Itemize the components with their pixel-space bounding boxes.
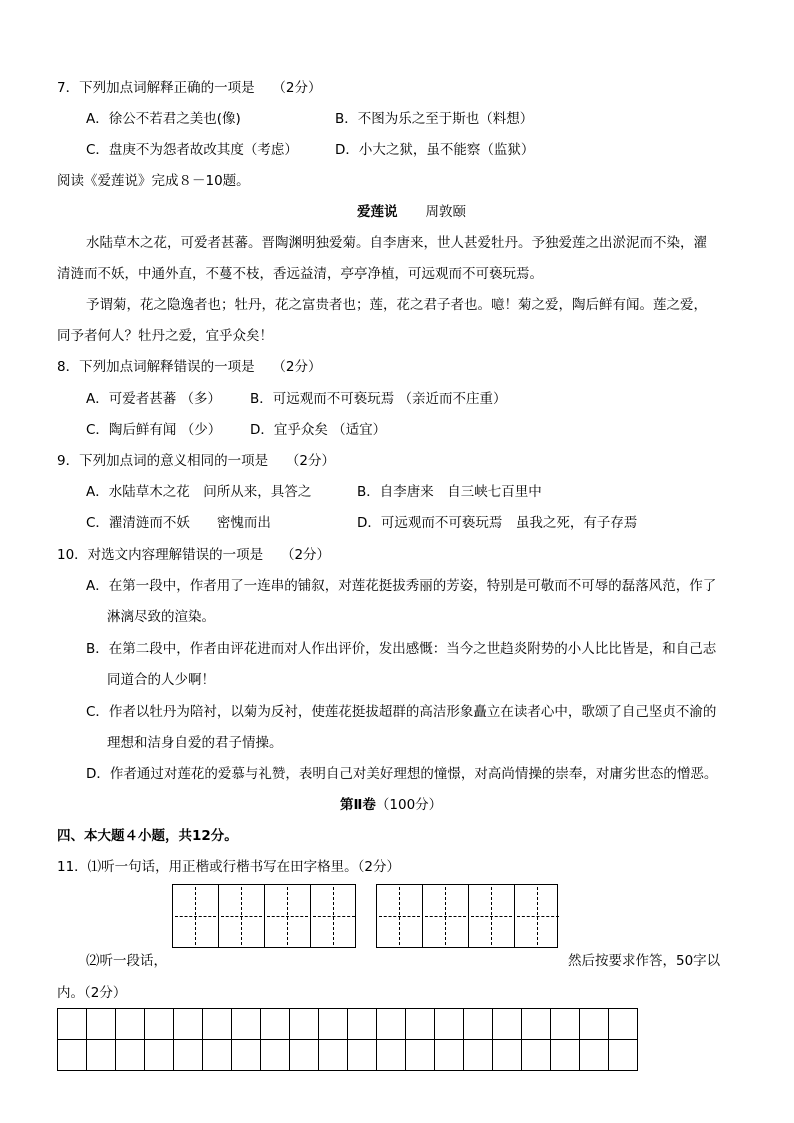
answer-cell[interactable] xyxy=(522,1040,551,1071)
answer-cell[interactable] xyxy=(609,1009,638,1040)
answer-cell[interactable] xyxy=(319,1009,348,1040)
answer-cell[interactable] xyxy=(464,1040,493,1071)
answer-cell[interactable] xyxy=(435,1009,464,1040)
tianzige-grid-left[interactable] xyxy=(172,884,356,948)
q10-option-b-line2: 同道合的人少啊！ xyxy=(107,672,215,688)
answer-cell[interactable] xyxy=(406,1009,435,1040)
answer-cell[interactable] xyxy=(348,1040,377,1071)
answer-cell[interactable] xyxy=(348,1009,377,1040)
q10-stem: 10．对选文内容理解错误的一项是 （2分） xyxy=(57,547,331,563)
q10-option-c-line2: 理想和洁身自爱的君子情操。 xyxy=(107,735,283,751)
q10-option-b-line1: B．在第二段中，作者由评花进而对人作出评价，发出感慨：当今之世趋炎附势的小人比比皆是，和自己志 xyxy=(86,641,717,657)
answer-cell[interactable] xyxy=(493,1040,522,1071)
tianzige-grid-right[interactable] xyxy=(376,884,558,948)
q10-option-d: D．作者通过对莲花的爱慕与礼赞，表明自己对美好理想的憧憬，对高尚情操的崇奉，对庸劣世态的憎恶。 xyxy=(86,766,718,782)
q11-part1: 11．⑴听一句话，用正楷或行楷书写在田字格里。（2分） xyxy=(57,859,401,875)
volume2-heading xyxy=(340,795,442,815)
volume2-title: 第Ⅱ卷 xyxy=(340,797,376,813)
tianzige-cell[interactable] xyxy=(377,885,423,947)
passage-p1-line1: 水陆草木之花，可爱者甚蕃。晋陶渊明独爱菊。自李唐来，世人甚爱牡丹。予独爱莲之出淤泥而不染，濯 xyxy=(86,235,707,251)
section4-heading: 四、本大题４小题，共12分。 xyxy=(57,828,238,844)
answer-cell[interactable] xyxy=(174,1009,203,1040)
reading-intro: 阅读《爱莲说》完成８－10题。 xyxy=(57,173,250,189)
q7-option-b: B．不图为乐之至于斯也（料想） xyxy=(335,111,534,127)
answer-cell[interactable] xyxy=(290,1040,319,1071)
tianzige-cell[interactable] xyxy=(173,885,219,947)
answer-grid[interactable] xyxy=(57,1008,638,1071)
answer-cell[interactable] xyxy=(522,1009,551,1040)
tianzige-cell[interactable] xyxy=(311,885,357,947)
answer-cell[interactable] xyxy=(145,1040,174,1071)
answer-cell[interactable] xyxy=(290,1009,319,1040)
answer-cell[interactable] xyxy=(116,1040,145,1071)
passage-p1-line2: 清涟而不妖，中通外直，不蔓不枝，香远益清，亭亭净植，可远观而不可亵玩焉。 xyxy=(57,266,543,282)
tianzige-cell[interactable] xyxy=(469,885,515,947)
answer-cell[interactable] xyxy=(551,1040,580,1071)
answer-cell[interactable] xyxy=(261,1040,290,1071)
answer-grid-row xyxy=(58,1009,638,1040)
answer-cell[interactable] xyxy=(58,1040,87,1071)
answer-cell[interactable] xyxy=(464,1009,493,1040)
answer-cell[interactable] xyxy=(232,1040,261,1071)
answer-cell[interactable] xyxy=(203,1040,232,1071)
q7-option-c: C．盘庚不为怨者故改其度（考虑） xyxy=(86,142,298,158)
q8-stem: 8．下列加点词解释错误的一项是 （2分） xyxy=(57,359,322,375)
answer-cell[interactable] xyxy=(87,1009,116,1040)
passage-author: 周敦颐 xyxy=(425,204,466,220)
answer-cell[interactable] xyxy=(406,1040,435,1071)
answer-cell[interactable] xyxy=(116,1009,145,1040)
q8-option-a: A．可爱者甚蕃 （多） xyxy=(86,391,222,407)
answer-cell[interactable] xyxy=(377,1040,406,1071)
q11-part2-right: 然后按要求作答，50字以 xyxy=(568,953,721,969)
q9-option-b: B．自李唐来 自三峡七百里中 xyxy=(357,484,542,500)
answer-cell[interactable] xyxy=(174,1040,203,1071)
q9-option-d: D．可远观而不可亵玩焉 虽我之死，有子存焉 xyxy=(357,515,638,531)
passage-p2-line1: 予谓菊，花之隐逸者也；牡丹，花之富贵者也；莲，花之君子者也。噫！菊之爱，陶后鲜有闻。莲之爱， xyxy=(86,297,707,313)
answer-cell[interactable] xyxy=(493,1009,522,1040)
answer-cell[interactable] xyxy=(58,1009,87,1040)
passage-title: 爱莲说 xyxy=(357,204,398,220)
volume2-score: （100分） xyxy=(375,797,443,813)
answer-cell[interactable] xyxy=(232,1009,261,1040)
q8-option-d: D．宜乎众矣 （适宜） xyxy=(250,422,387,438)
q8-option-b: B．可远观而不可亵玩焉 （亲近而不庄重） xyxy=(250,391,507,407)
q8-option-c: C．陶后鲜有闻 （少） xyxy=(86,422,222,438)
q7-option-a: A．徐公不若君之美也(像) xyxy=(86,111,241,127)
answer-cell[interactable] xyxy=(145,1009,174,1040)
answer-cell[interactable] xyxy=(580,1009,609,1040)
answer-cell[interactable] xyxy=(261,1009,290,1040)
q11-part2-continued: 内。（2分） xyxy=(57,985,127,1001)
q9-option-c: C．濯清涟而不妖 密愧而出 xyxy=(86,515,271,531)
q7-stem: 7．下列加点词解释正确的一项是 （2分） xyxy=(57,80,322,96)
answer-cell[interactable] xyxy=(609,1040,638,1071)
answer-cell[interactable] xyxy=(319,1040,348,1071)
q10-option-c-line1: C．作者以牡丹为陪衬，以菊为反衬，使莲花挺拔超群的高洁形象矗立在读者心中，歌颂了自己坚贞不渝的 xyxy=(86,704,717,720)
passage-p2-line2: 同予者何人？牡丹之爱，宜乎众矣！ xyxy=(57,328,273,344)
q9-stem: 9．下列加点词的意义相同的一项是 （2分） xyxy=(57,453,335,469)
answer-cell[interactable] xyxy=(87,1040,116,1071)
tianzige-cell[interactable] xyxy=(515,885,561,947)
passage-title-row xyxy=(357,202,466,222)
q7-option-d: D．小大之狱，虽不能察（监狱） xyxy=(335,142,535,158)
tianzige-cell[interactable] xyxy=(265,885,311,947)
q10-option-a-line2: 淋漓尽致的渲染。 xyxy=(107,609,215,625)
q9-option-a: A．水陆草木之花 问所从来，具答之 xyxy=(86,484,312,500)
answer-cell[interactable] xyxy=(551,1009,580,1040)
tianzige-cell[interactable] xyxy=(219,885,265,947)
answer-cell[interactable] xyxy=(377,1009,406,1040)
answer-cell[interactable] xyxy=(435,1040,464,1071)
answer-grid-row xyxy=(58,1040,638,1071)
answer-cell[interactable] xyxy=(203,1009,232,1040)
answer-cell[interactable] xyxy=(580,1040,609,1071)
tianzige-cell[interactable] xyxy=(423,885,469,947)
q10-option-a-line1: A．在第一段中，作者用了一连串的铺叙，对莲花挺拔秀丽的芳姿，特别是可敬而不可辱的磊落风范，作了 xyxy=(86,578,717,594)
q11-part2-left: ⑵听一段话， xyxy=(86,953,167,969)
